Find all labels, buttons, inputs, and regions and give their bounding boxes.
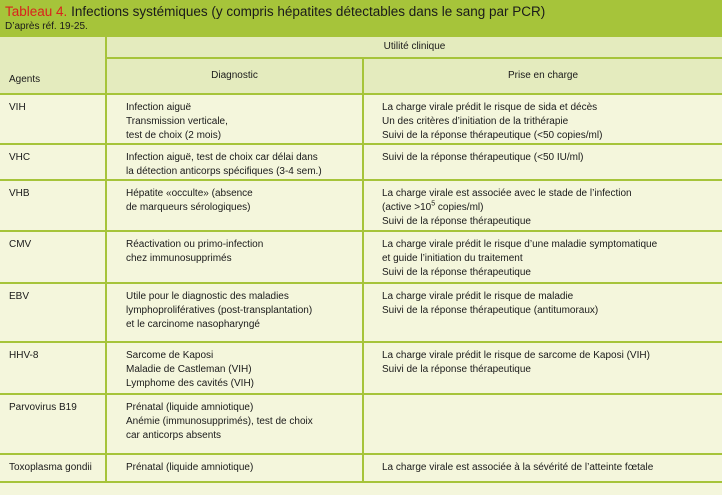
diagnostic-line: Lymphome des cavités (VIH) (126, 378, 255, 389)
prise-cell (363, 342, 722, 394)
column-header-agents: Agents (0, 37, 106, 94)
prise-line: Suivi de la réponse thérapeutique (<50 copies/ml) (382, 130, 603, 141)
prise-line: Suivi de la réponse thérapeutique (382, 364, 531, 375)
diagnostic-line: et le carcinome nasopharyngé (126, 319, 260, 330)
prise-line: Un des critères d’initiation de la trithérapie (382, 116, 569, 127)
table-title-text: Infections systémiques (y compris hépatites détectables dans le sang par PCR) (71, 4, 546, 19)
agent-cell: VHC (0, 144, 106, 180)
prise-cell (363, 144, 722, 180)
diagnostic-cell (106, 454, 363, 482)
table-row (0, 394, 722, 454)
prise-line: Suivi de la réponse thérapeutique (382, 267, 531, 278)
agent-cell: VHB (0, 180, 106, 231)
diagnostic-line: Prénatal (liquide amniotique) (126, 462, 254, 473)
table-header-band (0, 0, 722, 37)
agent-cell: Toxoplasma gondii (0, 454, 106, 482)
table-row (0, 342, 722, 394)
prise-line: La charge virale prédit le risque de sarcome de Kaposi (VIH) (382, 350, 650, 361)
diagnostic-line: Maladie de Castleman (VIH) (126, 364, 252, 375)
agent-cell: VIH (0, 94, 106, 144)
diagnostic-line: chez immunosupprimés (126, 253, 232, 264)
table-title (5, 4, 545, 20)
prise-line: La charge virale est associée à la sévérité de l’atteinte fœtale (382, 462, 654, 473)
prise-cell (363, 394, 722, 454)
diagnostic-line: la détection anticorps spécifiques (3-4 sem.) (126, 166, 322, 177)
diagnostic-line: Sarcome de Kaposi (126, 350, 214, 361)
diagnostic-line: Anémie (immunosupprimés), test de choix (126, 416, 313, 427)
agent-cell: Parvovirus B19 (0, 394, 106, 454)
diagnostic-line: Réactivation ou primo-infection (126, 239, 264, 250)
table-subtitle: D’après réf. 19-25. (5, 21, 88, 32)
table-row (0, 454, 722, 482)
agent-cell: EBV (0, 283, 106, 342)
diagnostic-cell (106, 180, 363, 231)
table-row (0, 94, 722, 144)
prise-line: Suivi de la réponse thérapeutique (antitumoraux) (382, 305, 599, 316)
diagnostic-line: test de choix (2 mois) (126, 130, 222, 141)
diagnostic-line: Hépatite «occulte» (absence (126, 188, 253, 199)
column-header-prise-en-charge: Prise en charge (363, 58, 722, 94)
column-group-header: Utilité clinique (106, 37, 722, 58)
table-label: Tableau 4. (5, 4, 68, 19)
diagnostic-cell (106, 342, 363, 394)
diagnostic-line: Infection aiguë (126, 102, 192, 113)
table-row (0, 180, 722, 231)
prise-cell (363, 94, 722, 144)
infections-table (0, 37, 722, 483)
prise-cell (363, 180, 722, 231)
table-row (0, 283, 722, 342)
diagnostic-line: Utile pour le diagnostic des maladies (126, 291, 289, 302)
diagnostic-cell (106, 394, 363, 454)
diagnostic-cell (106, 144, 363, 180)
prise-active-exponent: 5 (431, 200, 436, 208)
agent-cell: CMV (0, 231, 106, 283)
prise-line: La charge virale est associée avec le stade de l’infection (382, 188, 632, 199)
table-row (0, 144, 722, 180)
prise-line: La charge virale prédit le risque de maladie (382, 291, 574, 302)
diagnostic-line: car anticorps absents (126, 430, 222, 441)
prise-line: et guide l’initiation du traitement (382, 253, 523, 264)
prise-line: Suivi de la réponse thérapeutique (<50 IU/ml) (382, 152, 584, 163)
prise-line: Suivi de la réponse thérapeutique (382, 216, 531, 227)
diagnostic-cell (106, 94, 363, 144)
diagnostic-line: de marqueurs sérologiques) (126, 202, 251, 213)
prise-cell (363, 454, 722, 482)
diagnostic-cell (106, 283, 363, 342)
diagnostic-line: Infection aiguë, test de choix car délai dans (126, 152, 318, 163)
prise-line: La charge virale prédit le risque d’une maladie symptomatique (382, 239, 658, 250)
diagnostic-cell (106, 231, 363, 283)
diagnostic-line: Transmission verticale, (126, 116, 228, 127)
agent-cell: HHV-8 (0, 342, 106, 394)
table-row (0, 231, 722, 283)
diagnostic-line: Prénatal (liquide amniotique) (126, 402, 254, 413)
prise-active-suffix: copies/ml) (435, 202, 484, 213)
prise-active-prefix: (active >10 (382, 202, 432, 213)
prise-line-active (382, 201, 722, 215)
prise-line: La charge virale prédit le risque de sida et décès (382, 102, 598, 113)
diagnostic-line: lymphoprolifératives (post-transplantation) (126, 305, 313, 316)
column-header-diagnostic: Diagnostic (106, 58, 363, 94)
prise-cell (363, 283, 722, 342)
prise-cell (363, 231, 722, 283)
